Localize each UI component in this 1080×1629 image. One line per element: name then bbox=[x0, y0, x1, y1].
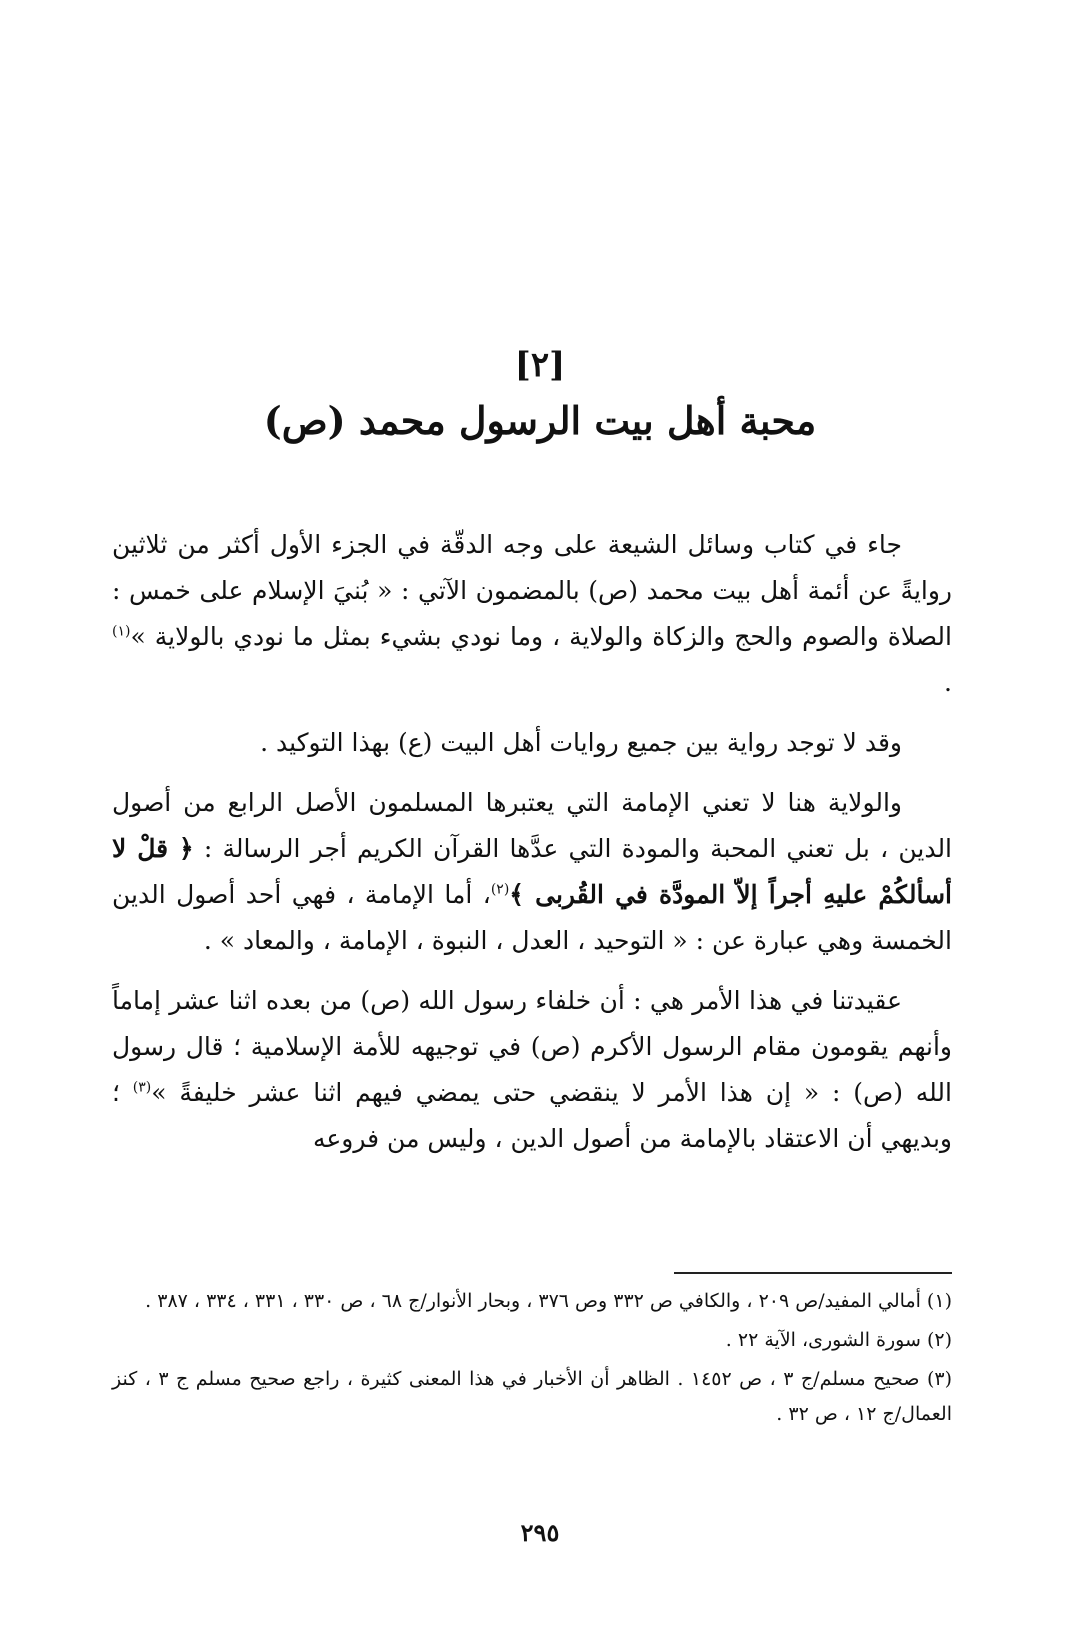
chapter-title: محبة أهل بيت الرسول محمد (ص) bbox=[263, 398, 817, 443]
paragraph-1-tail: . bbox=[944, 668, 952, 697]
paragraph-4 bbox=[112, 978, 952, 1162]
paragraph-3-text-after: ، أما الإمامة ، فهي أحد أصول الدين الخمسة وهي عبارة عن : « التوحيد ، العدل ، النبوة ، الإمامة ، والمعاد » . bbox=[112, 880, 952, 955]
body-text bbox=[112, 522, 952, 1176]
page-number: ٢٩٥ bbox=[520, 1518, 560, 1547]
paragraph-2-text: وقد لا توجد رواية بين جميع روايات أهل البيت (ع) بهذا التوكيد . bbox=[260, 728, 902, 757]
footnote-3: (٣) صحيح مسلم/ج ٣ ، ص ١٤٥٢ . الظاهر أن الأخبار في هذا المعنى كثيرة ، راجع صحيح مسلم ج ٣ ، كنز العمال/ج ١٢ ، ص ٣٢ . bbox=[112, 1368, 952, 1425]
footnote-ref-1: (١) bbox=[112, 623, 131, 640]
footnote-2: (٢) سورة الشورى، الآية ٢٢ . bbox=[725, 1329, 952, 1351]
paragraph-3 bbox=[112, 780, 952, 964]
footnote-ref-3: (٣) bbox=[132, 1079, 152, 1096]
paragraph-4-tail: ؛ وبديهي أن الاعتقاد بالإمامة من أصول الدين ، وليس من فروعه bbox=[112, 1078, 952, 1153]
footnote-1: (١) أمالي المفيد/ص ٢٠٩ ، والكافي ص ٣٣٢ وص ٣٧٦ ، وبحار الأنوار/ج ٦٨ ، ص ٣٣٠ ، ٣٣١ ، ٣٣٤ ، ٣٨٧ . bbox=[145, 1290, 952, 1312]
footnotes bbox=[112, 1284, 952, 1436]
chapter-number: [٢] bbox=[514, 345, 566, 385]
quran-verse: ﴿ قلْ لا أسألكُمْ عليهِ أجراً إلاّ المودَّة في القُربى ﴾ bbox=[112, 834, 952, 909]
paragraph-4-text: عقيدتنا في هذا الأمر هي : أن خلفاء رسول الله (ص) من بعده اثنا عشر إماماً وأنهم يقومون مقام الرسول الأكرم (ص) في توجيهه للأمة الإسلامية ؛ قال رسول الله (ص) : « إن هذا الأمر لا ينقضي حتى يمضي فيهم اثنا عشر خليفةً » bbox=[112, 986, 952, 1107]
footnote-ref-2: (٢) bbox=[490, 881, 510, 898]
paragraph-3-text-before: والولاية هنا لا تعني الإمامة التي يعتبرها المسلمون الأصل الرابع من أصول الدين ، بل تعني المحبة والمودة التي عدَّها القرآن الكريم أجر الرسالة : bbox=[112, 788, 953, 863]
paragraph-2 bbox=[112, 720, 952, 766]
paragraph-1-text: جاء في كتاب وسائل الشيعة على وجه الدقّة في الجزء الأول أكثر من ثلاثين روايةً عن أئمة أهل بيت محمد (ص) بالمضمون الآتي : « بُنيَ الإسلام على خمس : الصلاة والصوم والحج والزكاة والولاية ، وما نودي بشيء بمثل ما نودي بالولاية » bbox=[112, 530, 952, 651]
paragraph-1 bbox=[112, 522, 952, 706]
footnote-divider bbox=[674, 1272, 952, 1274]
